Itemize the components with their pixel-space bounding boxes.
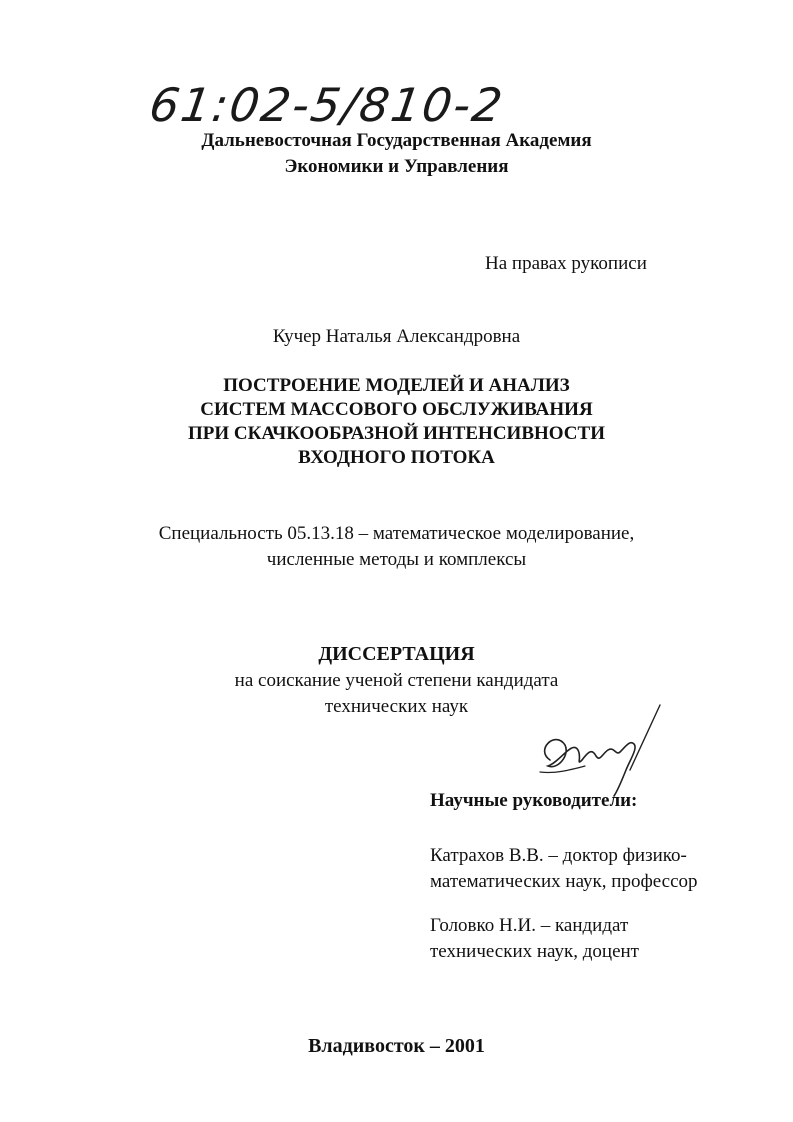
handwritten-signature [530, 700, 670, 800]
specialty-line-2: численные методы и комплексы [266, 549, 527, 570]
title-line: ПРИ СКАЧКООБРАЗНОЙ ИНТЕНСИВНОСТИ [188, 423, 605, 444]
institution-line-2: Экономики и Управления [284, 156, 509, 177]
city-year: Владивосток – 2001 [308, 1035, 485, 1057]
degree-line-1: на соискание ученой степени кандидата [234, 670, 559, 691]
degree-line-2: технических наук [324, 696, 469, 717]
title-line: ПОСТРОЕНИЕ МОДЕЛЕЙ И АНАЛИЗ [223, 375, 570, 396]
dissertation-heading: ДИССЕРТАЦИЯ [318, 643, 475, 665]
advisor-line: Катрахов В.В. – доктор физико- [430, 845, 687, 866]
rights-note: На правах рукописи [485, 253, 647, 274]
advisors-heading: Научные руководители: [430, 790, 638, 811]
thesis-title [0, 374, 793, 470]
degree-text [0, 668, 793, 720]
author-name: Кучер Наталья Александровна [272, 326, 521, 347]
advisor-line: Головко Н.И. – кандидат [430, 915, 629, 936]
institution-line-1: Дальневосточная Государственная Академия [201, 130, 592, 151]
institution-name [0, 128, 793, 180]
title-line: СИСТЕМ МАССОВОГО ОБСЛУЖИВАНИЯ [200, 399, 593, 420]
specialty [0, 521, 793, 573]
specialty-line-1: Специальность 05.13.18 – математическое моделирование, [158, 523, 635, 544]
advisor-entry [430, 843, 698, 895]
advisor-entry [430, 913, 639, 965]
advisor-line: математических наук, профессор [430, 871, 698, 892]
advisor-line: технических наук, доцент [430, 941, 639, 962]
archive-stamp-code: 61:02-5/810-2 [146, 78, 508, 132]
title-line: ВХОДНОГО ПОТОКА [298, 447, 495, 468]
